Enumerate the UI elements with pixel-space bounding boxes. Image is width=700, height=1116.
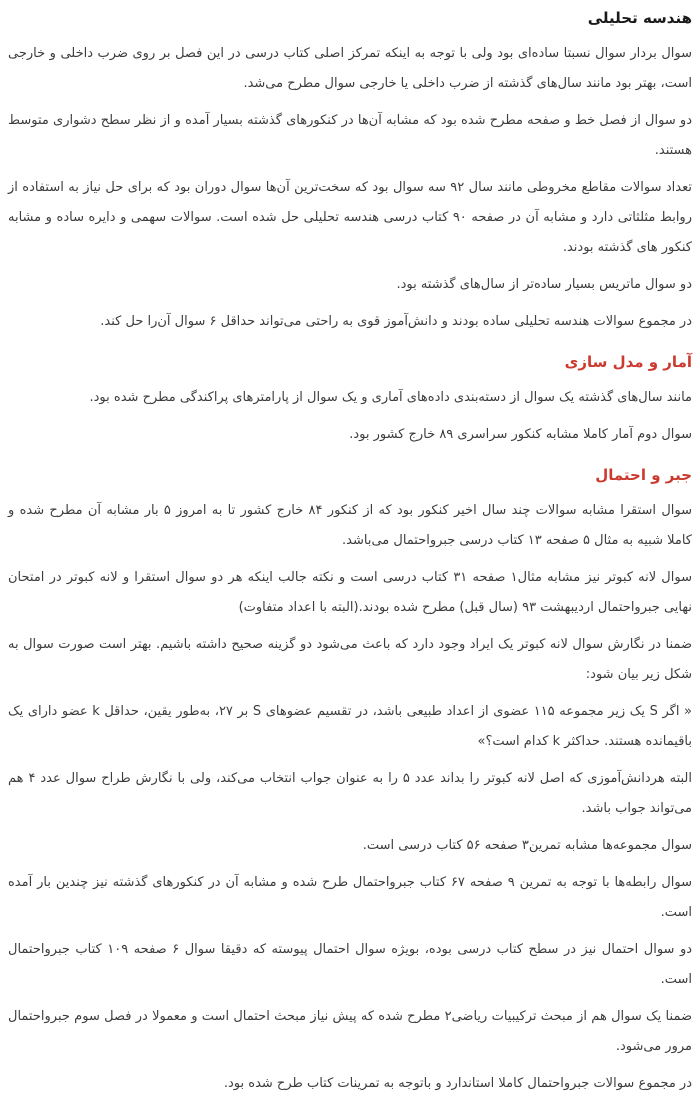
section-title-statistics-modeling: آمار و مدل سازی [564,353,692,371]
paragraph-question-quote: « اگر S یک زیر مجموعه ۱۱۵ عضوی از اعداد طبیعی باشد، در تقسیم عضوهای S بر ۲۷، به‌طور یقین، حداقل k عضو دارای یک باقیمانده هستند. حداکثر k کدام است؟» [8,704,692,749]
section-algebra-probability [8,464,692,1099]
paragraph: تعداد سوالات مقاطع مخروطی مانند سال ۹۲ سه سوال بود که سخت‌ترین آن‌ها سوال دوران بود که برای حل نیاز به استفاده از روابط مثلثاتی دارد و مشابه آن در صفحه ۹۰ کتاب درسی هندسه تحلیلی حل شده است. سوالات سهمی و دایره ساده و مشابه کنکور های گذشته بودند. [8,180,692,255]
paragraph: دو سوال از فصل خط و صفحه مطرح شده بود که مشابه آن‌ها در کنکورهای گذشته بسیار آمده و از نظر سطح دشواری متوسط هستند. [8,113,692,158]
section-analytic-geometry [8,7,692,337]
paragraph: در مجموع سوالات هندسه تحلیلی ساده بودند و دانش‌آموز قوی به راحتی می‌تواند حداقل ۶ سوال آن‌را حل کند. [100,314,692,329]
paragraph: سوال دوم آمار کاملا مشابه کنکور سراسری ۸۹ خارج کشور بود. [349,427,692,442]
paragraph: ضمنا در نگارش سوال لانه کبوتر یک ایراد وجود دارد که باعث می‌شود دو گزینه صحیح داشته باشیم. بهتر است صورت سوال به شکل زیر بیان شود: [8,637,692,682]
paragraph: مانند سال‌های گذشته یک سوال از دسته‌بندی داده‌های آماری و یک سوال از پارامترهای پراکندگی مطرح شده بود. [89,390,692,405]
paragraph: ضمنا یک سوال هم از مبحث ترکیبیات ریاضی۲ مطرح شده که پیش نیاز مبحث احتمال است و معمولا در فصل سوم جبرواحتمال مرور می‌شود. [8,1009,692,1054]
paragraph: سوال استقرا مشابه سوالات چند سال اخیر کنکور بود که از کنکور ۸۴ خارج کشور تا به امروز ۵ بار مشابه آن مطرح شده و کاملا شبیه به مثال ۵ صفحه ۱۳ کتاب درسی جبرواحتمال می‌باشد. [8,503,692,548]
paragraph: سوال لانه کبوتر نیز مشابه مثال۱ صفحه ۳۱ کتاب درسی است و نکته جالب اینکه هر دو سوال استقرا و لانه کبوتر در امتحان نهایی جبرواحتمال اردیبهشت ۹۳ (سال قبل) مطرح شده بودند.(البته با اعداد متفاوت) [8,570,692,615]
section-title-analytic-geometry: هندسه تحلیلی [587,9,692,27]
paragraph: دو سوال احتمال نیز در سطح کتاب درسی بوده، بویژه سوال احتمال پیوسته که دقیقا سوال ۶ صفحه ۱۰۹ کتاب جبرواحتمال است. [8,942,693,987]
paragraph: سوال مجموعه‌ها مشابه تمرین۳ صفحه ۵۶ کتاب درسی است. [362,838,692,853]
paragraph: دو سوال ماتریس بسیار ساده‌تر از سال‌های گذشته بود. [396,277,692,292]
section-statistics-modeling [8,351,692,450]
paragraph: در مجموع سوالات جبرواحتمال کاملا استاندارد و باتوجه به تمرینات کتاب طرح شده بود. [223,1076,692,1091]
paragraph: سوال رابطه‌ها با توجه به تمرین ۹ صفحه ۶۷ کتاب جبرواحتمال طرح شده و مشابه آن در کنکورهای گذشته نیز چندین بار آمده است. [8,875,692,920]
section-title-algebra-probability: جبر و احتمال [595,466,692,484]
paragraph: سوال بردار سوال نسبتا ساده‌ای بود ولی با توجه به اینکه تمرکز اصلی کتاب درسی در این فصل بر روی ضرب داخلی و خارجی است، بهتر بود مانند سال‌های گذشته از ضرب داخلی یا خارجی سوال مطرح می‌شد. [8,46,692,91]
paragraph: البته هردانش‌آموزی که اصل لانه کبوتر را بداند عدد ۵ را به عنوان جواب انتخاب می‌کند، ولی با نگارش طراح سوال عدد ۴ هم می‌تواند جواب باشد. [8,771,692,816]
